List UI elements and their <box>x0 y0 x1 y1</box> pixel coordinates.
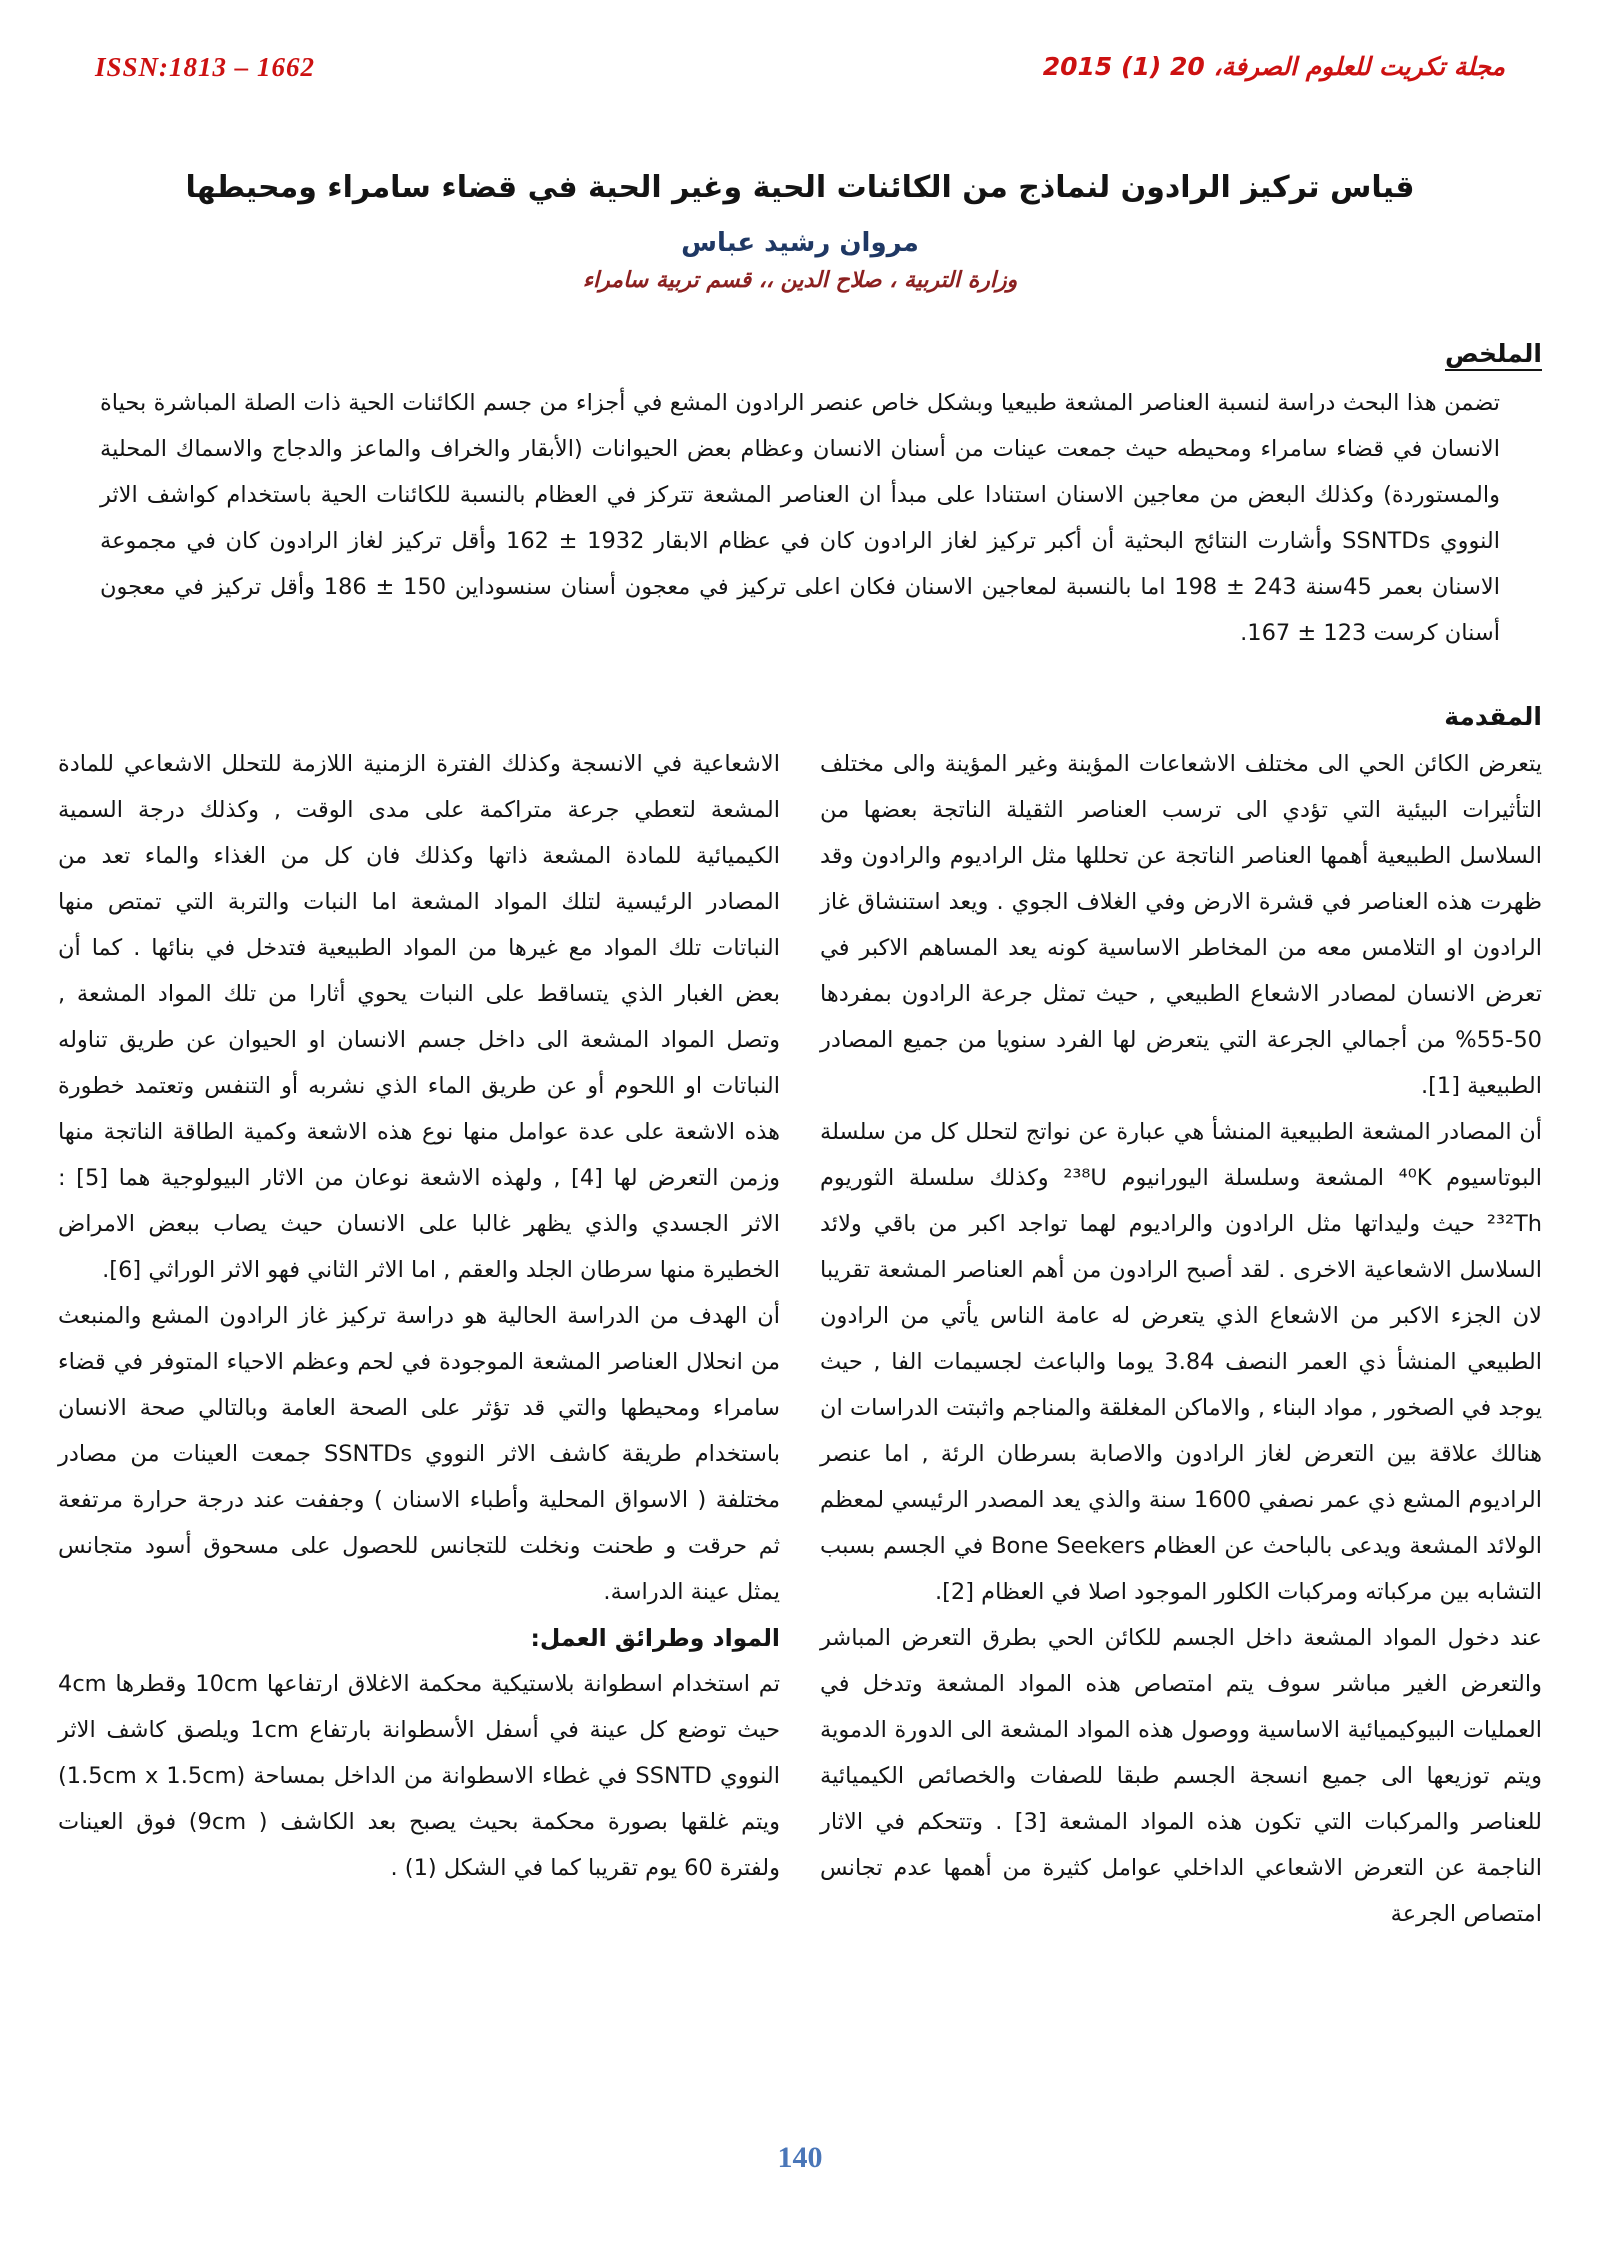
issn-label: ISSN:1813 – 1662 <box>95 52 316 82</box>
intro-paragraph: الاشعاعية في الانسجة وكذلك الفترة الزمنية اللازمة للتحلل الاشعاعي للمادة المشعة لتعطي جرعة متراكمة على مدى الوقت , وكذلك درجة السمية الكيميائية للمادة المشعة ذاتها وكذلك فان كل من الغذاء والماء تعد من المصادر الرئيسية لتلك المواد المشعة اما النبات والتربة التي تمتص منها النباتات تلك المواد مع غيرها من المواد الطبيعية فتدخل في بنائها . كما أن بعض الغبار الذي يتساقط على النبات يحوي أثارا من تلك المواد المشعة , وتصل المواد المشعة الى داخل جسم الانسان او الحيوان عن طريق تناوله النباتات او اللحوم أو عن طريق الماء الذي نشربه أو التنفس وتعتمد خطورة هذه الاشعة على عدة عوامل منها نوع هذه الاشعة وكمية الطاقة الناتجة منها وزمن التعرض لها [4] , ولهذه الاشعة نوعان من الاثار البيولوجية هما [5] : الاثر الجسدي والذي يظهر غالبا على الانسان حيث يصاب ببعض الامراض الخطيرة منها سرطان الجلد والعقم , اما الاثر الثاني فهو الاثر الوراثي [6]. <box>58 750 780 1283</box>
author-name: مروان رشيد عباس <box>681 227 919 258</box>
abstract-heading-text: الملخص <box>1445 339 1542 371</box>
intro-paragraph: أن الهدف من الدراسة الحالية هو دراسة تركيز غاز الرادون المشع والمنبعث من انحلال العناصر المشعة الموجودة في لحم وعظم الاحياء المتوفر في قضاء سامراء ومحيطها والتي قد تؤثر على الصحة العامة وبالتالي صحة الانسان باستخدام طريقة كاشف الاثر النووي SSNTDs جمعت العينات من مصادر مختلفة ( الاسواق المحلية وأطباء الاسنان ) وجففت عند درجة حرارة مرتفعة ثم حرقت و طحنت ونخلت للتجانس للحصول على مسحوق أسود متجانس يمثل عينة الدراسة. <box>58 1302 780 1605</box>
abstract-heading <box>0 339 1600 368</box>
journal-title: مجلة تكريت للعلوم الصرفة، 20 (1) 2015 <box>1042 52 1505 81</box>
two-column-body <box>0 741 1600 1937</box>
methods-paragraph: تم استخدام اسطوانة بلاستيكية محكمة الاغلاق ارتفاعها 10cm وقطرها 4cm حيث توضع كل عينة في أسفل الأسطوانة بارتفاع 1cm ويلصق كاشف الاثر النووي SSNTD في غطاء الاسطوانة من الداخل بمساحة (1.5cm x 1.5cm) ويتم غلقها بصورة محكمة بحيث يصبح بعد الكاشف ( 9cm) فوق العينات ولفترة 60 يوم تقريبا كما في الشكل (1) . <box>58 1670 780 1881</box>
intro-left-column <box>58 741 780 1937</box>
intro-paragraph: يتعرض الكائن الحي الى مختلف الاشعاعات المؤينة وغير المؤينة والى مختلف التأثيرات البيئية التي تؤدي الى ترسب العناصر الثقيلة الناتجة بعضها من السلاسل الطبيعية أهمها العناصر الناتجة عن تحللها مثل الراديوم والرادون وقد ظهرت هذه العناصر في قشرة الارض وفي الغلاف الجوي . ويعد استنشاق غاز الرادون او التلامس معه من المخاطر الاساسية كونه يعد المساهم الاكبر في تعرض الانسان لمصادر الاشعاع الطبيعي , حيث تمثل جرعة الرادون بمفردها 50-55% من أجمالي الجرعة التي يتعرض لها الفرد سنويا من جميع المصادر الطبيعية [1]. <box>820 750 1542 1099</box>
introduction-heading-text: المقدمة <box>1444 701 1542 731</box>
intro-paragraph: عند دخول المواد المشعة داخل الجسم للكائن الحي بطرق التعرض المباشر والتعرض الغير مباشر سوف يتم امتصاص هذه المواد المشعة وتدخل في العمليات البيوكيميائية الاساسية ووصول هذه المواد المشعة الى الدورة الدموية ويتم توزيعها الى جميع انسجة الجسم طبقا للصفات والخصائص الكيميائية للعناصر والمركبات التي تكون هذه المواد المشعة [3] . وتتحكم في الاثار الناجمة عن التعرض الاشعاعي الداخلي عوامل كثيرة من أهمها عدم تجانس امتصاص الجرعة <box>820 1624 1542 1927</box>
affiliation: وزارة التربية ، صلاح الدين ،، قسم تربية سامراء <box>582 267 1018 293</box>
abstract-text: تضمن هذا البحث دراسة لنسبة العناصر المشعة طبيعيا وبشكل خاص عنصر الرادون المشع في أجزاء من جسم الكائنات الحية ذات الصلة المباشرة بحياة الانسان في قضاء سامراء ومحيطه حيث جمعت عينات من أسنان الانسان وعظام بعض الحيوانات (الأبقار والخراف والماعز والدجاج والاسماك المحلية والمستوردة) وكذلك البعض من معاجين الاسنان استنادا على مبدأ ان العناصر المشعة تتركز في العظام بالنسبة للكائنات الحية باستخدام كواشف الاثر النووي SSNTDs وأشارت النتائج البحثية أن أكبر تركيز لغاز الرادون كان في عظام الابقار 1932 ± 162 وأقل تركيز لغاز الرادون كان في مجموعة الاسنان بعمر 45سنة 243 ± 198 اما بالنسبة لمعاجين الاسنان فكان اعلى تركيز في معجون أسنان سنسوداين 150 ± 186 وأقل تركيز في معجون أسنان كرست 123 ± 167. <box>100 389 1500 646</box>
methods-heading: المواد وطرائق العمل: <box>530 1623 780 1652</box>
intro-right-column <box>820 741 1542 1937</box>
page-header <box>0 0 1600 83</box>
paper-title: قياس تركيز الرادون لنماذج من الكائنات الحية وغير الحية في قضاء سامراء ومحيطها <box>185 170 1415 205</box>
introduction-heading <box>0 702 1600 731</box>
intro-paragraph: أن المصادر المشعة الطبيعية المنشأ هي عبارة عن نواتج لتحلل كل من سلسلة البوتاسيوم ⁴⁰K المشعة وسلسلة اليورانيوم ²³⁸U وكذلك سلسلة الثوريوم ²³²Th حيث وليداتها مثل الرادون والراديوم لهما تواجد اكبر من باقي ولائد السلاسل الاشعاعية الاخرى . لقد أصبح الرادون من أهم العناصر المشعة تقريبا لان الجزء الاكبر من الاشعاع الذي يتعرض له عامة الناس يأتي من الرادون الطبيعي المنشأ ذي العمر النصف 3.84 يوما والباعث لجسيمات الفا , حيث يوجد في الصخور , مواد البناء , والاماكن المغلقة والمناجم واثبتت الدراسات ان هنالك علاقة بين التعرض لغاز الرادون والاصابة بسرطان الرئة , اما عنصر الراديوم المشع ذي عمر نصفي 1600 سنة والذي يعد المصدر الرئيسي لمعظم الولائد المشعة ويدعى بالباحث عن العظام Bone Seekers في الجسم بسبب التشابه بين مركباته ومركبات الكلور الموجود اصلا في العظام [2]. <box>820 1118 1542 1605</box>
page-number: 140 <box>777 2141 823 2174</box>
